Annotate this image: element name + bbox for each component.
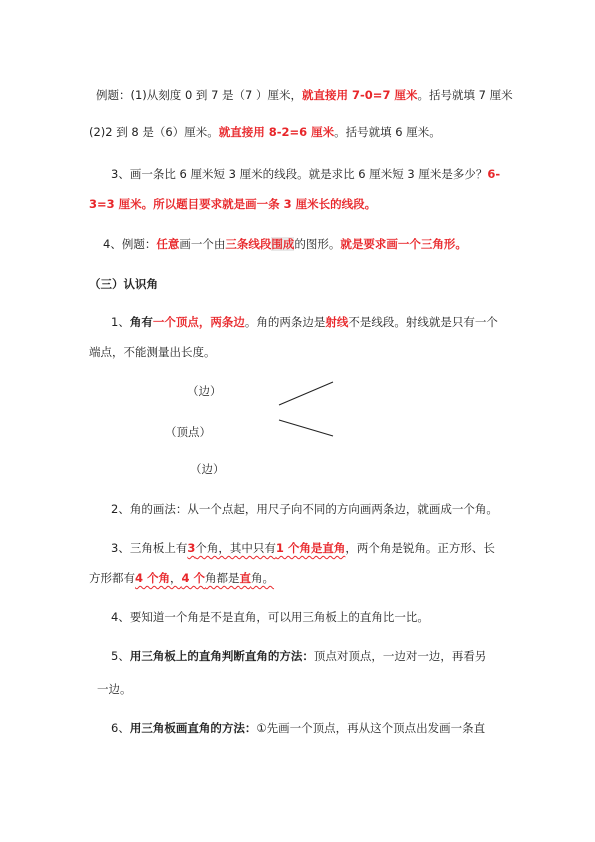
example-1-text: 例题：(1)从刻度 0 到 7 是（7 ）厘米， bbox=[96, 88, 303, 102]
item-3b-line-1 bbox=[111, 540, 495, 556]
item-5-method: 用三角板上的直角判断直角的方法： bbox=[129, 649, 314, 663]
angle-edge-top bbox=[279, 382, 333, 405]
item-4-line bbox=[103, 236, 467, 252]
item-3b-tail: ，两个角是锐角。正方形、长 bbox=[345, 541, 495, 555]
item-3-answer-start: 6- bbox=[487, 167, 501, 181]
item-6-line bbox=[111, 720, 485, 736]
item-1-ray: 射线 bbox=[325, 315, 349, 329]
item-3b-comma: ， bbox=[170, 571, 182, 585]
item-6-prefix: 6、 bbox=[111, 721, 130, 735]
item-4-answer: 就是要求画一个三角形。 bbox=[340, 237, 467, 251]
angle-diagram bbox=[270, 375, 340, 440]
example-1-tail: 。括号就填 7 厘米 bbox=[417, 88, 513, 102]
item-4-prefix: 4、例题： bbox=[103, 237, 157, 251]
example-1-line bbox=[96, 87, 513, 103]
item-3b-count: 3 bbox=[187, 541, 196, 555]
example-2-line bbox=[89, 124, 441, 140]
item-1-line-1 bbox=[111, 314, 498, 330]
item-2-line: 2、角的画法：从一个点起，用尺子向不同的方向画两条边，就画成一个角。 bbox=[111, 502, 498, 516]
item-3b-text: 个角，其中只有 bbox=[195, 541, 276, 555]
edge-label-bottom: （边） bbox=[190, 462, 225, 476]
item-3b-line-2 bbox=[89, 570, 274, 586]
item-3b-right-angle: 1 个角是直角 bbox=[275, 541, 346, 555]
item-4-shape: 的图形。 bbox=[294, 237, 341, 251]
item-6-text: ①先画一个顶点，再从这个顶点出发画一条直 bbox=[256, 721, 486, 735]
item-3b-prefix: 3、三角板上有 bbox=[111, 541, 188, 555]
item-3b-all-are: 角都是 bbox=[205, 571, 240, 585]
example-2-tail: 。括号就填 6 厘米。 bbox=[334, 125, 441, 139]
item-5-line-2: 一边。 bbox=[97, 682, 132, 696]
item-1-line-2: 端点，不能测量出长度。 bbox=[89, 345, 216, 359]
item-3-line-2 bbox=[89, 196, 376, 212]
item-4-three-segments: 三条线段 bbox=[225, 237, 272, 251]
edge-label-top: （边） bbox=[187, 384, 222, 398]
item-4-text: 画一个由 bbox=[179, 237, 226, 251]
item-1-vertex-edges: 一个顶点，两条边 bbox=[152, 315, 245, 329]
example-1-answer: 就直接用 7-0=7 厘米 bbox=[302, 88, 418, 102]
item-5-text: 顶点对顶点，一边对一边，再看另 bbox=[313, 649, 487, 663]
item-3-answer: 3=3 厘米。所以题目要求就是画一条 3 厘米长的线段。 bbox=[89, 197, 377, 211]
section-heading: （三）认识角 bbox=[89, 277, 158, 291]
item-3b-end: 角。 bbox=[251, 571, 275, 585]
example-2-text: (2)2 到 8 是（6）厘米。 bbox=[89, 125, 219, 139]
item-5-prefix: 5、 bbox=[111, 649, 130, 663]
example-2-answer: 就直接用 8-2=6 厘米 bbox=[218, 125, 335, 139]
item-4-arbitrary: 任意 bbox=[156, 237, 180, 251]
angle-edge-bottom bbox=[279, 420, 333, 436]
item-1-prefix: 1、 bbox=[111, 315, 130, 329]
item-3b-squares: 方形都有 bbox=[89, 571, 135, 585]
item-3b-four-angles: 4 个角 bbox=[135, 571, 171, 585]
item-1-tail: 不是线段。射线就是只有一个 bbox=[348, 315, 498, 329]
item-5-line-1 bbox=[111, 648, 486, 664]
item-3b-right: 直 bbox=[239, 571, 252, 585]
item-3b-four: 4 个 bbox=[181, 571, 206, 585]
item-1-text: 。角的两条边是 bbox=[244, 315, 326, 329]
item-4-enclosed: 围成 bbox=[271, 237, 295, 251]
item-4b-line: 4、要知道一个角是不是直角，可以用三角板上的直角比一比。 bbox=[111, 610, 429, 624]
item-6-method: 用三角板画直角的方法： bbox=[129, 721, 257, 735]
item-3-text: 3、画一条比 6 厘米短 3 厘米的线段。就是求比 6 厘米短 3 厘米是多少？ bbox=[111, 167, 488, 181]
item-3-line-1 bbox=[111, 166, 500, 182]
item-1-angle-has: 角有 bbox=[129, 315, 153, 329]
vertex-label: （顶点） bbox=[165, 425, 211, 439]
